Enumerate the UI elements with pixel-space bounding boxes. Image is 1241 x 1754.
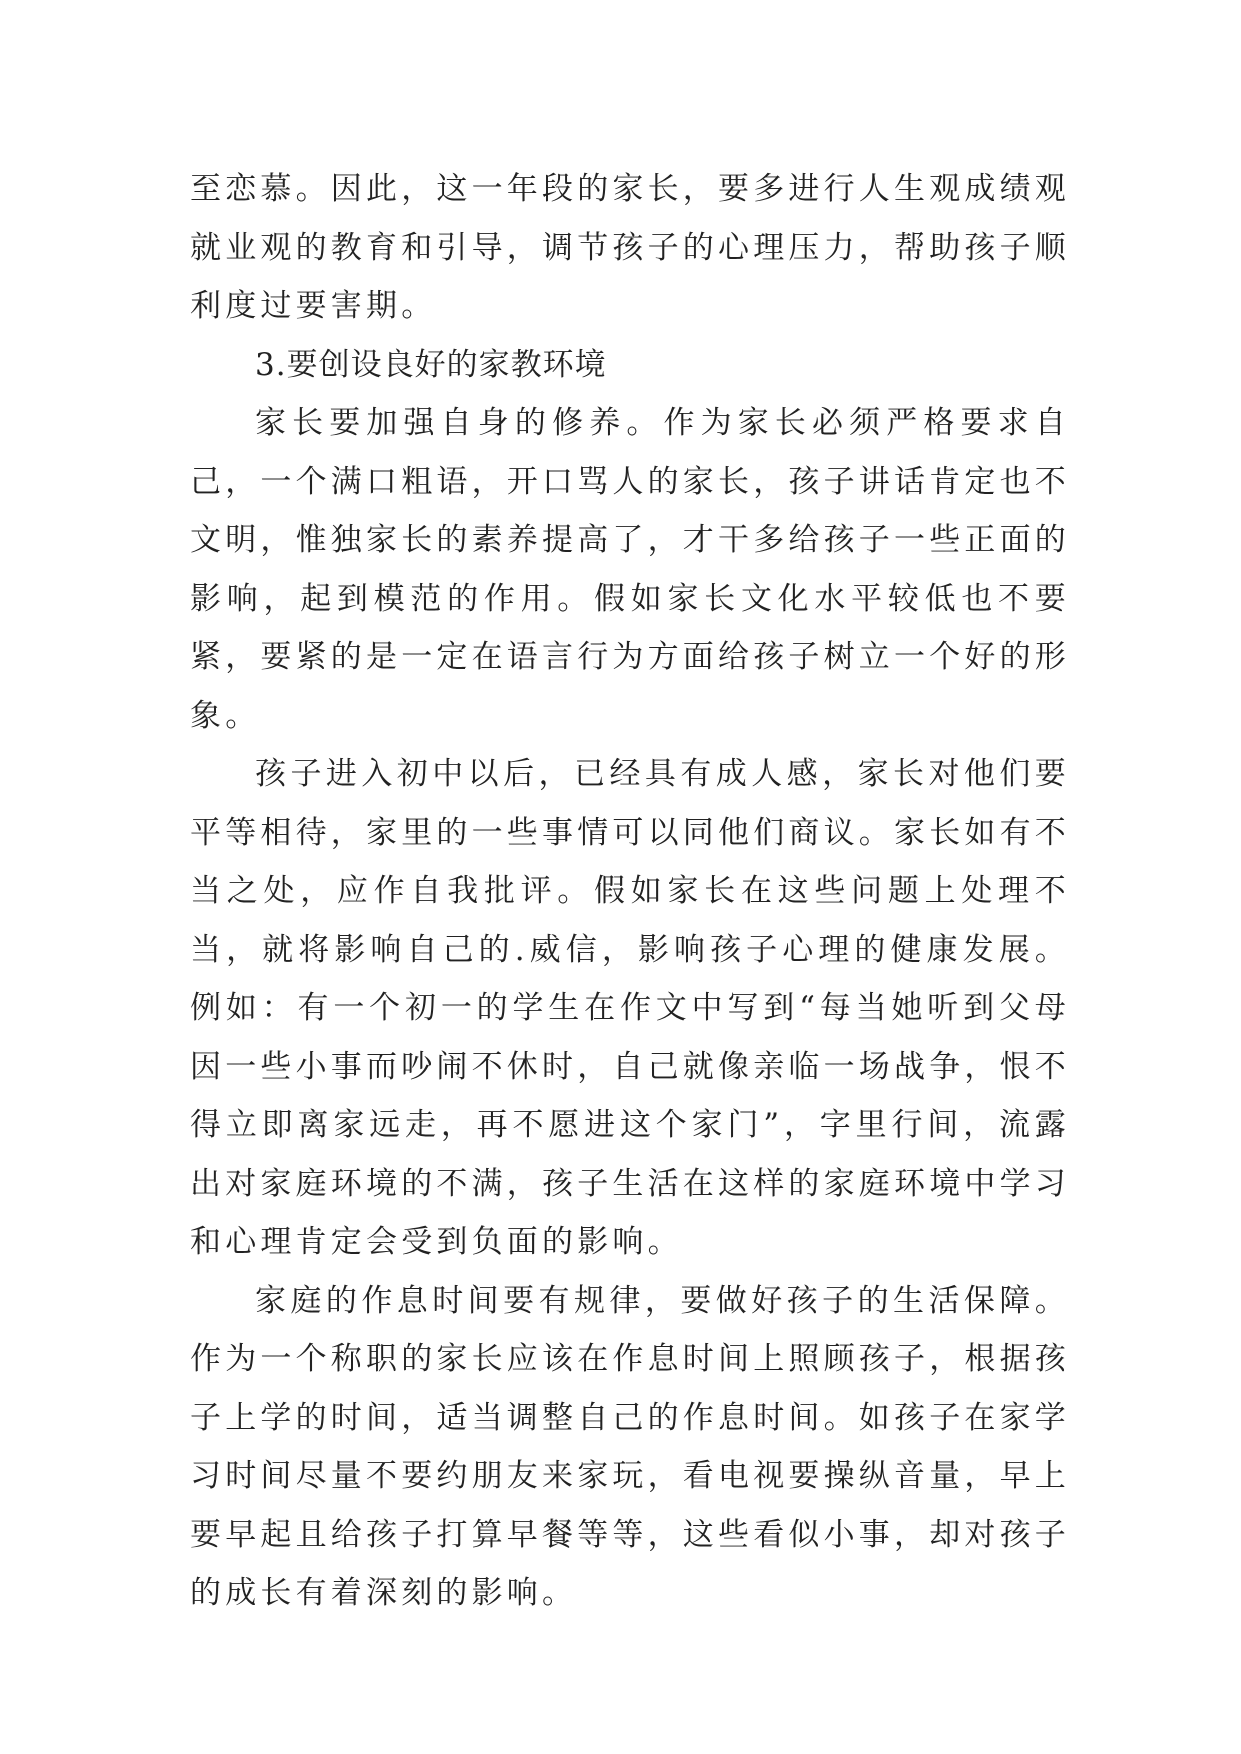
paragraph-self-cultivation: 家长要加强自身的修养。作为家长必须严格要求自己，一个满口粗语，开口骂人的家长，孩子讲话肯定也不文明，惟独家长的素养提高了，才干多给孩子一些正面的影响，起到模范的作用。假如家长文化水平较低也不要紧，要紧的是一定在语言行为方面给孩子树立一个好的形象。 (190, 405, 1070, 734)
paragraph-daily-schedule: 家庭的作息时间要有规律，要做好孩子的生活保障。作为一个称职的家长应该在作息时间上照顾孩子，根据孩子上学的时间，适当调整自己的作息时间。如孩子在家学习时间尽量不要约朋友来家玩，看电视要操纵音量，早上要早起且给孩子打算早餐等等，这些看似小事，却对孩子的成长有着深刻的影响。 (190, 1282, 1070, 1611)
section-heading: 3.要创设良好的家教环境 (255, 346, 607, 383)
document-body (190, 160, 1070, 1623)
paragraph-continuation: 至恋慕。因此，这一年段的家长，要多进行人生观成绩观就业观的教育和引导，调节孩子的心理压力，帮助孩子顺利度过要害期。 (190, 171, 1070, 324)
paragraph-equal-treatment: 孩子进入初中以后，已经具有成人感，家长对他们要平等相待，家里的一些事情可以同他们商议。家长如有不当之处，应作自我批评。假如家长在这些问题上处理不当，就将影响自己的.威信，影响孩子心理的健康发展。例如：有一个初一的学生在作文中写到“每当她听到父母因一些小事而吵闹不休时，自己就像亲临一场战争，恨不得立即离家远走，再不愿进这个家门”，字里行间，流露出对家庭环境的不满，孩子生活在这样的家庭环境中学习和心理肯定会受到负面的影响。 (190, 756, 1070, 1260)
